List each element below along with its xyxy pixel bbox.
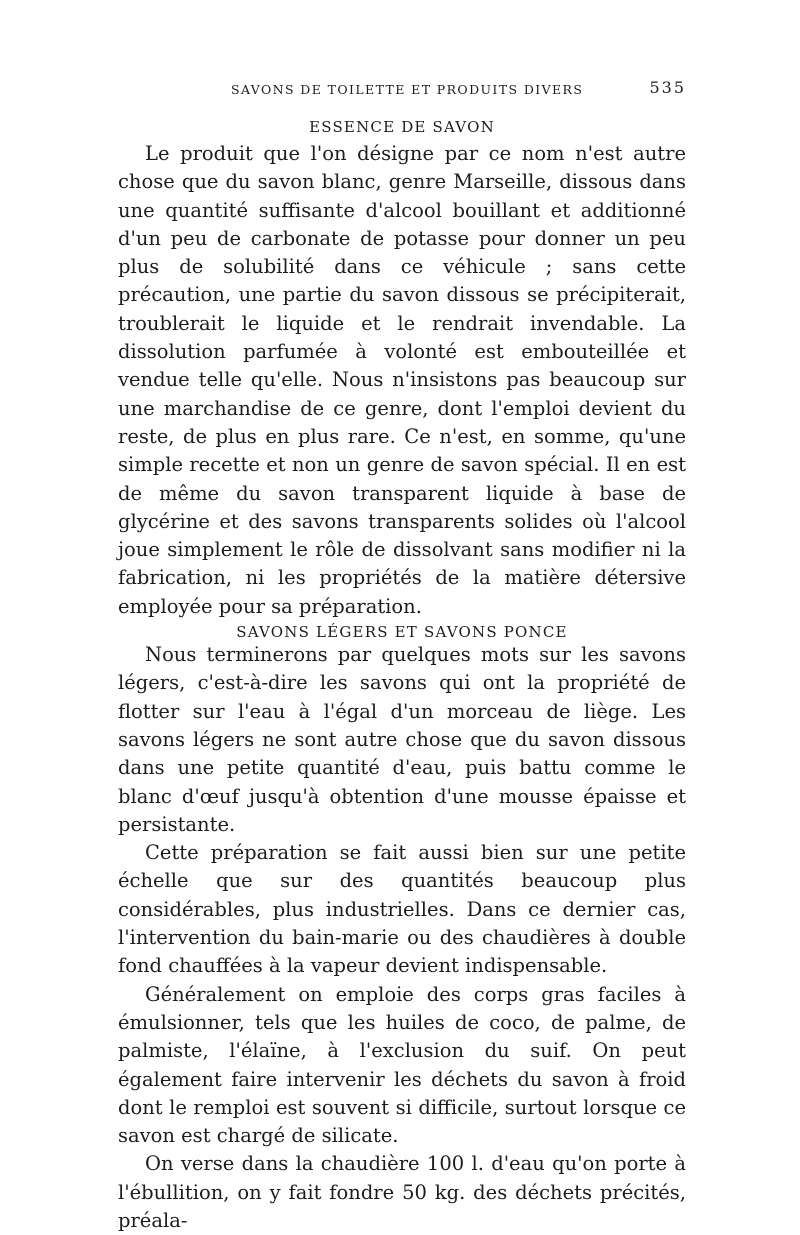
paragraph: Généralement on emploie des corps gras faciles à émulsionner, tels que les huiles de coco, de palme, de palmiste, l'élaïne, à l'exclusion du suif. On peut également faire intervenir les déchets du savon à froid dont le remploi est souvent si difficile, surtout lorsque ce savon est chargé de silicate. xyxy=(118,982,686,1148)
running-header xyxy=(118,74,686,104)
section-heading-essence-de-savon: ESSENCE DE SAVON xyxy=(309,118,495,136)
paragraph: On verse dans la chaudière 100 l. d'eau qu'on porte à l'ébullition, on y fait fondre 50 kg. des déchets précités, préala- xyxy=(118,1152,686,1232)
book-page xyxy=(118,74,686,1235)
paragraph: Nous terminerons par quelques mots sur les savons légers, c'est-à-dire les savons qui ont la propriété de flotter sur l'eau à l'égal d'un morceau de liège. Les savons légers ne sont autre chose que du savon dissous dans une petite quantité d'eau, puis battu comme le blanc d'œuf jusqu'à obtention d'une mousse épaisse et persistante. xyxy=(118,643,686,836)
running-title: SAVONS DE TOILETTE ET PRODUITS DIVERS xyxy=(231,82,584,97)
paragraph: Le produit que l'on désigne par ce nom n'est autre chose que du savon blanc, genre Marseille, dissous dans une quantité suffisante d'alcool bouillant et additionné d'un peu de carbonate de potasse pour donner un peu plus de solubilité dans ce véhicule ; sans cette précaution, une partie du savon dissous se précipiterait, troublerait le liquide et le rendrait invendable. La dissolution parfumée à volonté est embouteillée et vendue telle qu'elle. Nous n'insistons pas beaucoup sur une marchandise de ce genre, dont l'emploi devient du reste, de plus en plus rare. Ce n'est, en somme, qu'une simple recette et non un genre de savon spécial. Il en est de même du savon transparent liquide à base de glycérine et des savons transparents solides où l'alcool joue simplement le rôle de dissolvant sans modifier ni la fabrication, ni les propriétés de la matière détersive employée pour sa préparation. xyxy=(118,142,686,618)
section-heading-savons-legers: SAVONS LÉGERS ET SAVONS PONCE xyxy=(236,623,568,642)
page-number: 535 xyxy=(649,78,686,97)
paragraph: Cette préparation se fait aussi bien sur une petite échelle que sur des quantités beaucoup plus considérables, plus industrielles. Dans ce dernier cas, l'intervention du bain-marie ou des chaudières à double fond chauffées à la vapeur devient indispensable. xyxy=(118,841,686,978)
